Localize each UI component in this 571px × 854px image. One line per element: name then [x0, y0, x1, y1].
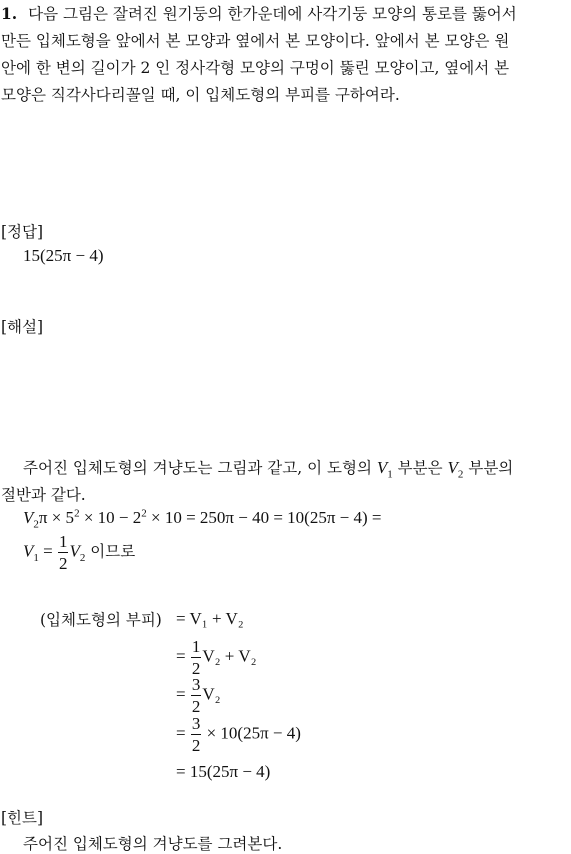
calc-row-4: = $\frac{3}{2}$ × 10(25π − 4) [176, 714, 301, 755]
calc-row-3: = $\frac{3}{2}$ V₂ [176, 675, 221, 716]
hint-text: 주어진 입체도형의 겨냥도를 그려본다. [23, 835, 283, 853]
calc-row-1: = V₁ + V₂ [176, 609, 244, 628]
calc-row-5: = 15(25π − 4) [176, 762, 271, 781]
equation-1: $V_2\pi \times 5^2 \times 10 - 2^2 \times 10 = 250\pi - 40 = 10(25\pi - 4)$ = [23, 507, 382, 531]
calc-label: (입체도형의 부피) [40, 611, 162, 629]
question-line-2: 만든 입체도형을 앞에서 본 모양과 옆에서 본 모양이다. 앞에서 본 모양은 원 [1, 32, 510, 50]
answer-header: [정답] [1, 223, 44, 241]
equation-2: $V_1$ = $\frac{1}{2}$ $V_2$ 이므로 [23, 532, 136, 573]
question-line-3: 안에 한 변의 길이가 2 인 정사각형 모양의 구멍이 뚫린 모양이고, 옆에서 본 [1, 59, 510, 77]
hint-header: [힌트] [1, 809, 44, 827]
question-number: 1. [1, 4, 18, 23]
answer-value: 15(25π − 4) [23, 246, 104, 265]
calc-row-2: = $\frac{1}{2}$ V₂ + V₂ [176, 637, 257, 678]
explanation-line-2: 절반과 같다. [1, 486, 86, 504]
question-line-1 [1, 2, 517, 24]
explanation-line-1: 주어진 입체도형의 겨냥도는 그림과 같고, 이 도형의 $V_1$ 부분은 $V_2$ 부분의 [23, 458, 514, 481]
question-line-4: 모양은 직각사다리꼴일 때, 이 입체도형의 부피를 구하여라. [1, 86, 400, 104]
explanation-header: [해설] [1, 318, 44, 336]
question-text: 다음 그림은 잘려진 원기둥의 한가운데에 사각기둥 모양의 통로를 뚫어서 [28, 5, 517, 23]
